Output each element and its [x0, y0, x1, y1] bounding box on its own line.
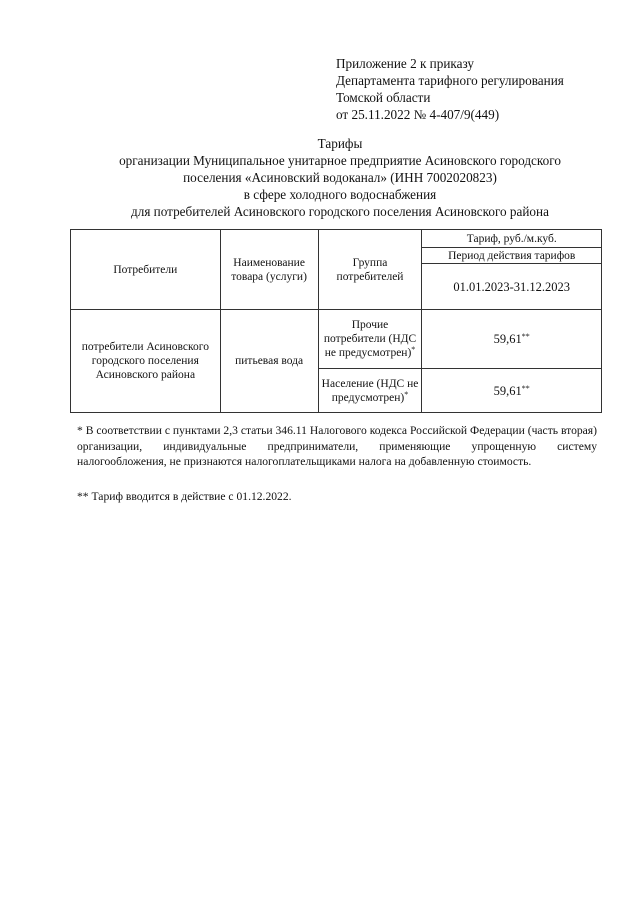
- footnote-mark: *: [411, 345, 416, 354]
- footnote-text: В соответствии с пунктами 2,3 статьи 346.11 Налогового кодекса Российской Федерации (часть вторая) организации, индивидуальные предприниматели, применяющие упрощенную систему налогообложения, не признаются налогоплательщиками налога на добавленную стоимость.: [77, 424, 597, 468]
- appendix-line: Томской области: [336, 90, 431, 105]
- header-period: 01.01.2023-31.12.2023: [422, 264, 602, 310]
- header-group: Группа потребителей: [318, 230, 422, 310]
- header-consumers: Потребители: [71, 230, 221, 310]
- header-period-label: Период действия тарифов: [422, 248, 602, 264]
- product-cell: питьевая вода: [220, 310, 318, 413]
- footnote-mark: *: [77, 424, 83, 437]
- footnote-mark: *: [404, 389, 409, 399]
- appendix-block: [336, 55, 564, 123]
- header-product: Наименование товара (услуги): [220, 230, 318, 310]
- tariff-value-cell: [422, 369, 602, 413]
- footnote-text: Тариф вводится в действие с 01.12.2022.: [91, 490, 292, 503]
- footnote-vat: [77, 423, 597, 470]
- heading-line: организации Муниципальное унитарное предприятие Асиновского городского: [119, 153, 561, 168]
- group-text: Население (НДС не предусмотрен): [321, 377, 419, 404]
- footnote-effective-date: [77, 489, 597, 505]
- appendix-line: Департамента тарифного регулирования: [336, 73, 564, 88]
- tariff-value: 59,61: [493, 383, 522, 398]
- group-cell: [318, 310, 422, 369]
- tariff-value: 59,61: [493, 332, 522, 346]
- tariff-table: [70, 229, 602, 413]
- document-title: Тарифы: [317, 136, 363, 151]
- consumers-cell: потребители Асиновского городского поселения Асиновского района: [71, 310, 221, 413]
- appendix-line: Приложение 2 к приказу: [336, 56, 474, 71]
- header-tariff: Тариф, руб./м.куб.: [422, 230, 602, 248]
- group-text: Прочие потребители (НДС не предусмотрен): [323, 319, 417, 359]
- footnote-mark: **: [521, 332, 530, 341]
- footnote-mark: **: [521, 383, 530, 393]
- heading-line: для потребителей Асиновского городского поселения Асиновского района: [131, 204, 549, 219]
- footnote-mark: **: [77, 490, 89, 503]
- heading-line: поселения «Асиновский водоканал» (ИНН 7002020823): [183, 170, 497, 185]
- group-cell: [318, 369, 422, 413]
- document-heading: [40, 135, 640, 220]
- tariff-value-cell: [422, 310, 602, 369]
- heading-line: в сфере холодного водоснабжения: [243, 187, 437, 202]
- appendix-order-date: от 25.11.2022 № 4-407/9(449): [336, 107, 500, 122]
